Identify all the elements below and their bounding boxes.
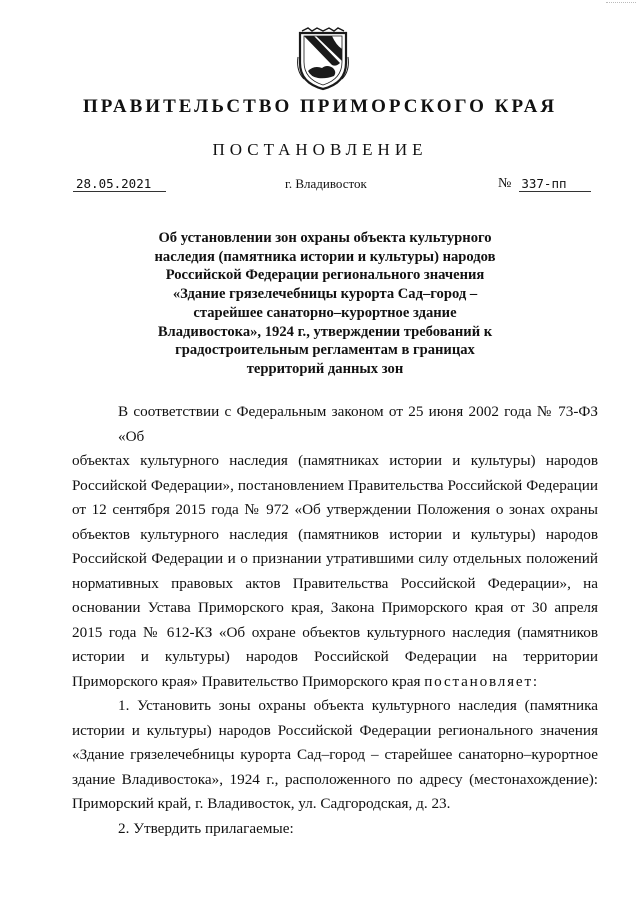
preamble-line: Российской Федерации и о признании утратившими силу отдельных положений [72, 550, 598, 567]
subject-line: старейшее санаторно–курортное здание [193, 304, 457, 321]
item-1-line: «Здание грязелечебницы курорта Сад–город – старейшее санаторно–курортное [72, 746, 598, 763]
preamble-last-line [72, 670, 598, 695]
preamble-line: основании Устава Приморского края, Закона Приморского края от 30 апреля [72, 599, 598, 616]
subject-line: наследия (памятника истории и культуры) народов [154, 248, 496, 265]
item-2-line: 2. Утвердить прилагаемые: [118, 819, 294, 837]
preamble-line: от 12 сентября 2015 года № 972 «Об утверждении Положения о зонах охраны [72, 501, 598, 518]
scan-corner-mark [606, 2, 636, 7]
item-1-line: здание Владивостока», 1924 г., расположенного по адресу (местонахождение): [72, 770, 598, 788]
number-sign: № [498, 176, 512, 191]
preamble-line: нормативных правовых актов Правительства Российской Федерации», на [72, 574, 598, 592]
document-body [72, 400, 598, 841]
item-1-line: истории и культуры) народов Российской Федерации регионального значения [72, 721, 598, 739]
preamble-line: В соответствии с Федеральным законом от 25 июня 2002 года № 73-ФЗ «Об [118, 403, 598, 445]
government-name: ПРАВИТЕЛЬСТВО ПРИМОРСКОГО КРАЯ [82, 96, 558, 117]
item-1-last-line: Приморский край, г. Владивосток, ул. Садгородская, д. 23. [72, 795, 451, 812]
preamble-line: 2015 года № 612-КЗ «Об охране объектов культурного наследия (памятников [72, 623, 598, 641]
preamble-line: истории и культуры) народов Российской Федерации на территории [72, 648, 598, 665]
document-number-block [498, 176, 591, 192]
subject-line: Российской Федерации регионального значения [165, 267, 485, 284]
preamble-line: объектах культурного наследия (памятниках истории и культуры) народов [72, 452, 598, 469]
item-1-line: 1. Установить зоны охраны объекта культурного наследия (памятника [118, 697, 598, 714]
document-number: 337-пп [519, 176, 591, 192]
document-city: г. Владивосток [285, 176, 367, 191]
subject-line: территорий данных зон [246, 360, 404, 377]
subject-line: Владивостока», 1924 г., утверждении требований к [157, 323, 493, 340]
document-subject [150, 229, 500, 379]
resolution-word: постановляет: [424, 672, 539, 690]
document-date: 28.05.2021 [73, 176, 166, 192]
preamble-line: Российской Федерации», постановлением Правительства Российской Федерации [72, 476, 598, 494]
subject-line: градостроительным регламентам в границах [175, 342, 475, 359]
subject-line: «Здание грязелечебницы курорта Сад–город – [172, 286, 478, 303]
preamble-line: объектов культурного наследия (памятников истории и культуры) народов [72, 525, 598, 543]
subject-line: Об установлении зон охраны объекта культурного [158, 230, 492, 246]
document-type: ПОСТАНОВЛЕНИЕ [212, 140, 428, 159]
preamble-last-text: Приморского края» Правительство Приморского края [72, 672, 425, 690]
coat-of-arms-icon [296, 27, 350, 91]
